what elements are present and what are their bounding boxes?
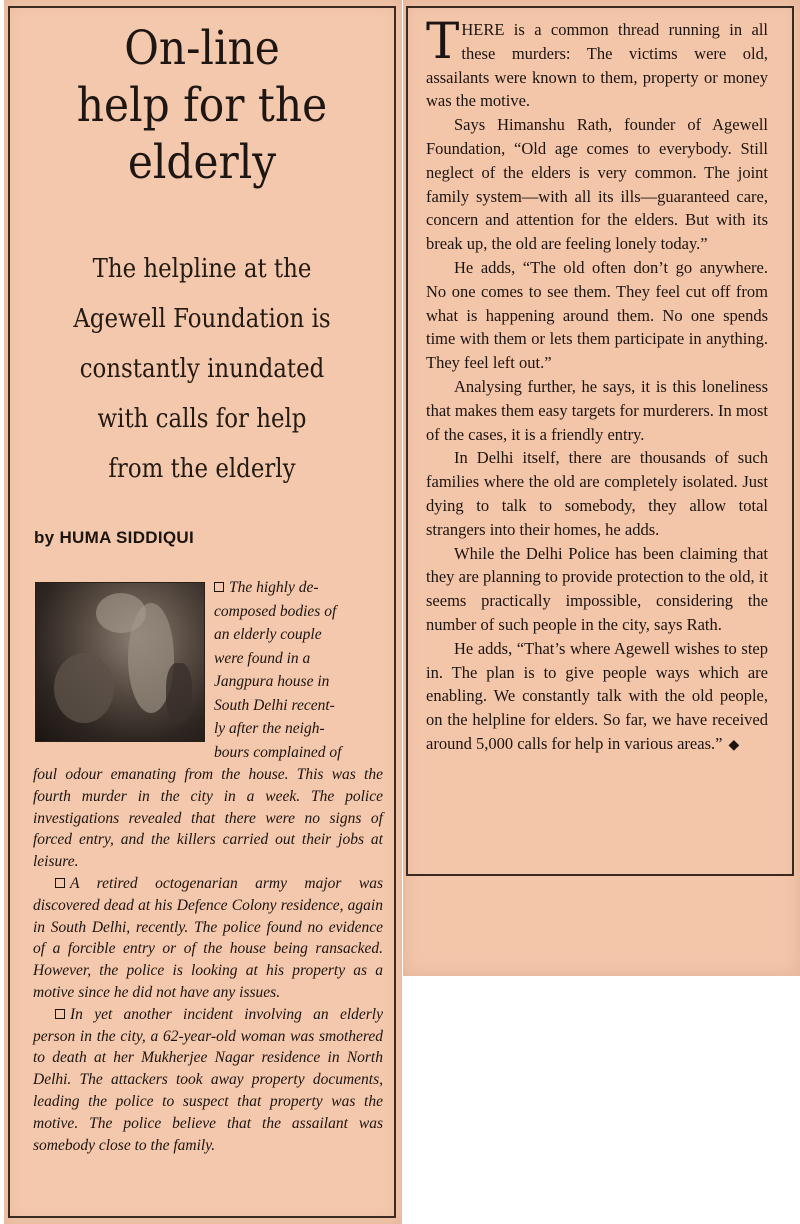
- paragraph: In yet another incident involving an elderly person in the city, a 62-year-old woman was smothered to death at her Mukherjee Nagar residence in North Delhi. The attackers took away property documents, leading the police to suspect that property was the motive. The police believe that the assailant was somebody close to the family.: [33, 1005, 383, 1154]
- right-body-text: [426, 12, 768, 758]
- paragraph: A retired octogenarian army major was discovered dead at his Defence Colony residence, again in South Delhi, recently. The police found no evidence of a forcible entry or of the house being ransacked. However, the police is looking at his property as a motive since he did not have any issues.: [33, 874, 383, 1001]
- bullet-box-icon: [55, 878, 65, 888]
- wrapped-paragraph: [214, 576, 390, 764]
- wrap-line: an elderly couple: [214, 626, 322, 643]
- subheadline-line: The helpline at the: [92, 254, 312, 284]
- drop-cap: T: [426, 12, 460, 70]
- wrap-line: The highly de-: [229, 579, 319, 596]
- subheadline-line: constantly inundated: [79, 354, 325, 384]
- wrap-line: bours complained of: [214, 743, 342, 761]
- left-body-text: [33, 764, 383, 1156]
- wrap-line: Jangpura house in: [214, 673, 330, 690]
- bullet-box-icon: [55, 1009, 65, 1019]
- wrap-line: were found in a: [214, 649, 311, 667]
- subheadline-line: from the elderly: [108, 454, 296, 484]
- headline-line: On-line: [124, 21, 280, 76]
- wrap-line: South Delhi recent-: [214, 696, 335, 714]
- wrap-line: composed bodies of: [214, 602, 337, 620]
- paragraph: He adds, “That’s where Agewell wishes to step in. The plan is to give people ways which are enabling. We constantly talk with the old people, on the helpline for elders. So far, we have received around 5,000 calls for help in various areas.”: [426, 638, 768, 753]
- subheadline-line: with calls for help: [97, 404, 307, 434]
- headline: [29, 20, 375, 191]
- headline-line: elderly: [127, 135, 277, 190]
- paragraph: He adds, “The old often don’t go anywhere. No one comes to see them. They feel cut off from what is happening around them. No one spends time with them or lets them participate in anything. They feel left out.”: [426, 257, 768, 373]
- paragraph: While the Delhi Police has been claiming that they are planning to provide protection to the old, it seems practically impossible, considering the number of such people in the city, says Rath.: [426, 543, 768, 634]
- headline-line: help for the: [76, 78, 328, 133]
- subheadline: [33, 244, 371, 494]
- byline: by HUMA SIDDIQUI: [34, 528, 195, 547]
- paragraph: Analysing further, he says, it is this loneliness that makes them easy targets for murderers. In most of the cases, it is a friendly entry.: [426, 376, 768, 444]
- subheadline-line: Agewell Foundation is: [73, 304, 331, 334]
- paragraph-continuation: foul odour emanating from the house. This was the fourth murder in the city in a week. The police investigations revealed that there were no signs of forced entry, and the killers carried out their jobs at leisure.: [33, 766, 383, 871]
- paragraph: In Delhi itself, there are thousands of such families where the old are completely isolated. Just dying to talk to somebody, they allow total strangers into their homes, he adds.: [426, 448, 768, 539]
- paragraph: Says Himanshu Rath, founder of Agewell Foundation, “Old age comes to everybody. Still neglect of the elders is very common. The joint family system—with all its ills—guaranteed care, concern and attention for the elders. But with its break up, the old are feeling lonely today.”: [426, 115, 768, 254]
- end-mark-icon: ◆: [728, 737, 740, 753]
- article-photo: [36, 583, 204, 741]
- paragraph: HERE is a common thread running in all these murders: The victims were old, assailants were known to them, property or money was the motive.: [426, 20, 768, 111]
- bullet-box-icon: [214, 582, 224, 592]
- wrap-line: ly after the neigh-: [214, 720, 325, 737]
